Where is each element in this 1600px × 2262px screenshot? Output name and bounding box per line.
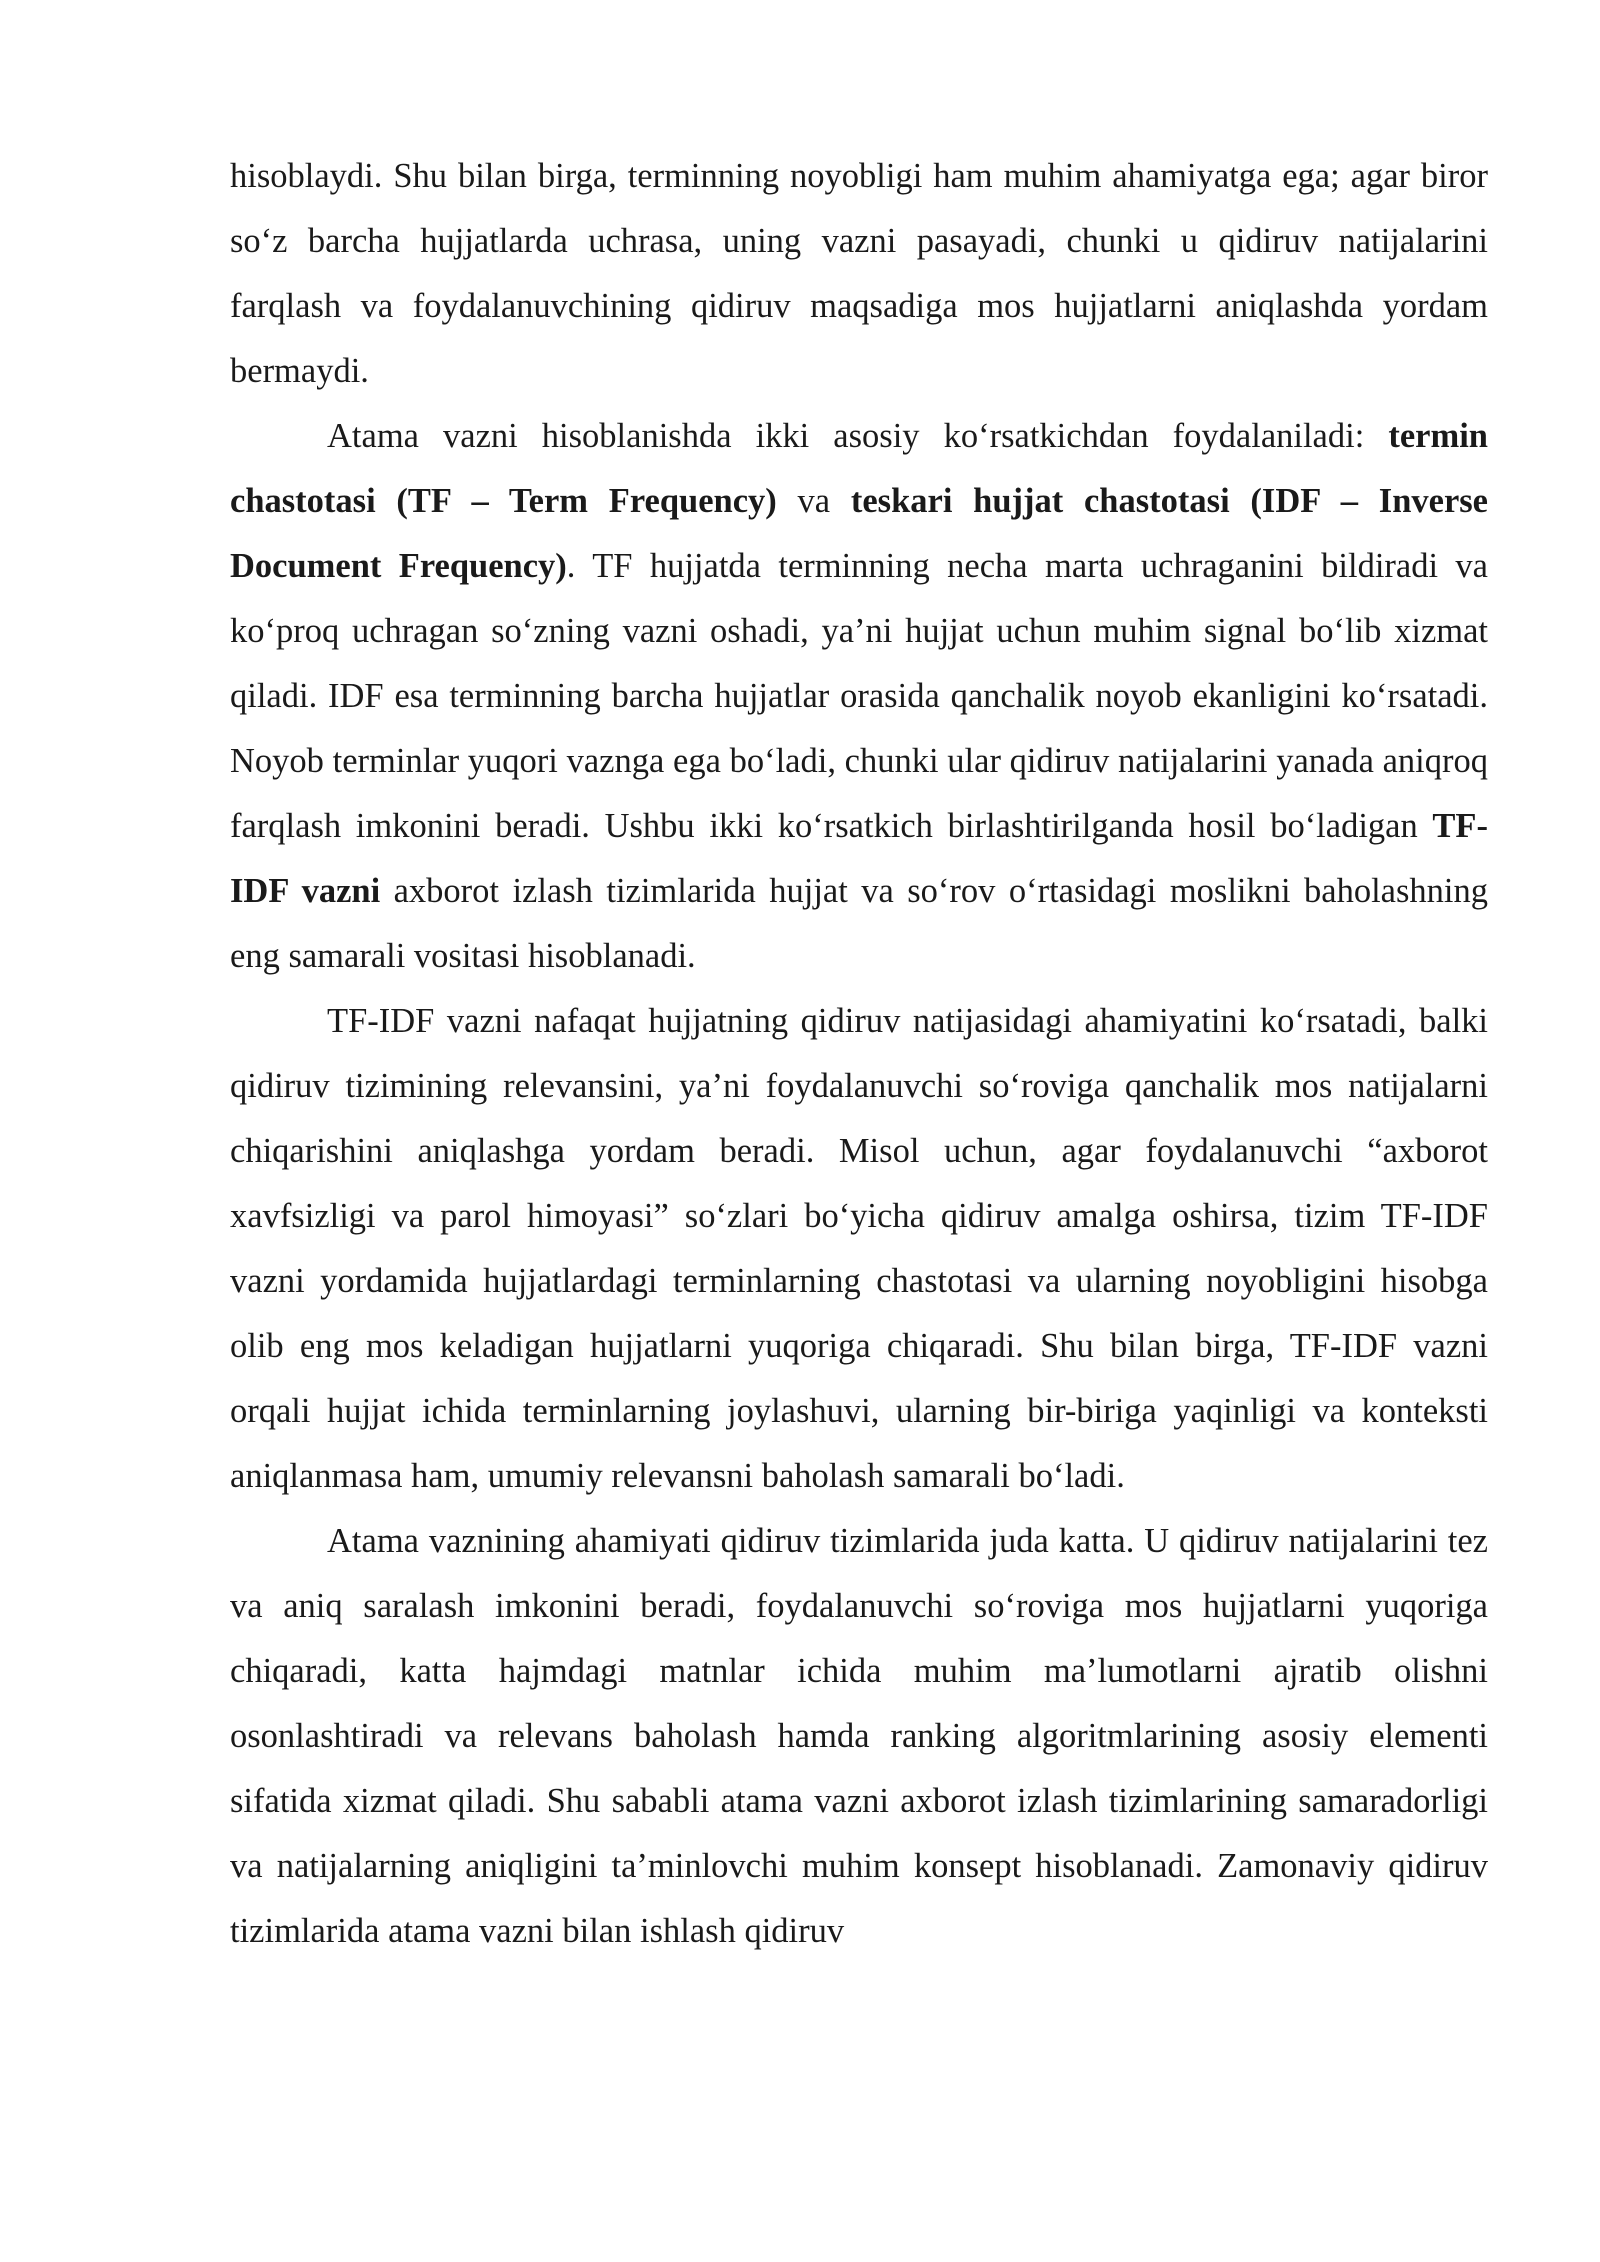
paragraph-2	[230, 404, 1488, 989]
paragraph-1	[230, 144, 1488, 404]
paragraph-1-text: hisoblaydi. Shu bilan birga, terminning noyobligi ham muhim ahamiyatga ega; agar biror so‘z barcha hujjatlarda uchrasa, uning vazni pasayadi, chunki u qidiruv natijalarini farqlash va foydalanuvchining qidiruv maqsadiga mos hujjatlarni aniqlashda yordam bermaydi.	[230, 157, 1488, 390]
term-tf-bold: termin chastotasi (TF – Term Frequency)	[230, 417, 1488, 520]
paragraph-2-text-4: axborot izlash tizimlarida hujjat va so‘rov o‘rtasidagi moslikni baholashning eng samarali vositasi hisoblanadi.	[230, 872, 1488, 975]
paragraph-2-text-3: . TF hujjatda terminning necha marta uchraganini bildiradi va ko‘proq uchragan so‘zning vazni oshadi, ya’ni hujjat uchun muhim signal bo‘lib xizmat qiladi. IDF esa terminning barcha hujjatlar orasida qanchalik noyob ekanligini ko‘rsatadi. Noyob terminlar yuqori vaznga ega bo‘ladi, chunki ular qidiruv natijalarini yanada aniqroq farqlash imkonini beradi. Ushbu ikki ko‘rsatkich birlashtirilganda hosil bo‘ladigan	[230, 547, 1488, 845]
term-tfidf-bold: TF-IDF vazni	[230, 807, 1488, 910]
paragraph-2-text-2: va	[776, 482, 851, 520]
paragraph-2-text-1: Atama vazni hisoblanishda ikki asosiy ko‘rsatkichdan foydalaniladi:	[327, 417, 1389, 455]
paragraph-3-text: TF-IDF vazni nafaqat hujjatning qidiruv natijasidagi ahamiyatini ko‘rsatadi, balki qidiruv tizimining relevansini, ya’ni foydalanuvchi so‘roviga qanchalik mos natijalarni chiqarishini aniqlashga yordam beradi. Misol uchun, agar foydalanuvchi “axborot xavfsizligi va parol himoyasi” so‘zlari bo‘yicha qidiruv amalga oshirsa, tizim TF-IDF vazni yordamida hujjatlardagi terminlarning chastotasi va ularning noyobligini hisobga olib eng mos keladigan hujjatlarni yuqoriga chiqaradi. Shu bilan birga, TF-IDF vazni orqali hujjat ichida terminlarning joylashuvi, ularning bir-biriga yaqinligi va konteksti aniqlanmasa ham, umumiy relevansni baholash samarali bo‘ladi.	[230, 1002, 1488, 1495]
term-idf-bold: teskari hujjat chastotasi (IDF – Inverse Document Frequency)	[230, 482, 1488, 585]
paragraph-4-text: Atama vaznining ahamiyati qidiruv tizimlarida juda katta. U qidiruv natijalarini tez va aniq saralash imkonini beradi, foydalanuvchi so‘roviga mos hujjatlarni yuqoriga chiqaradi, katta hajmdagi matnlar ichida muhim ma’lumotlarni ajratib olishni osonlashtiradi va relevans baholash hamda ranking algoritmlarining asosiy elementi sifatida xizmat qiladi. Shu sababli atama vazni axborot izlash tizimlarining samaradorligi va natijalarning aniqligini ta’minlovchi muhim konsept hisoblanadi. Zamonaviy qidiruv tizimlarida atama vazni bilan ishlash qidiruv	[230, 1522, 1488, 1950]
paragraph-3	[230, 989, 1488, 1509]
document-body	[230, 144, 1488, 1964]
paragraph-4	[230, 1509, 1488, 1964]
